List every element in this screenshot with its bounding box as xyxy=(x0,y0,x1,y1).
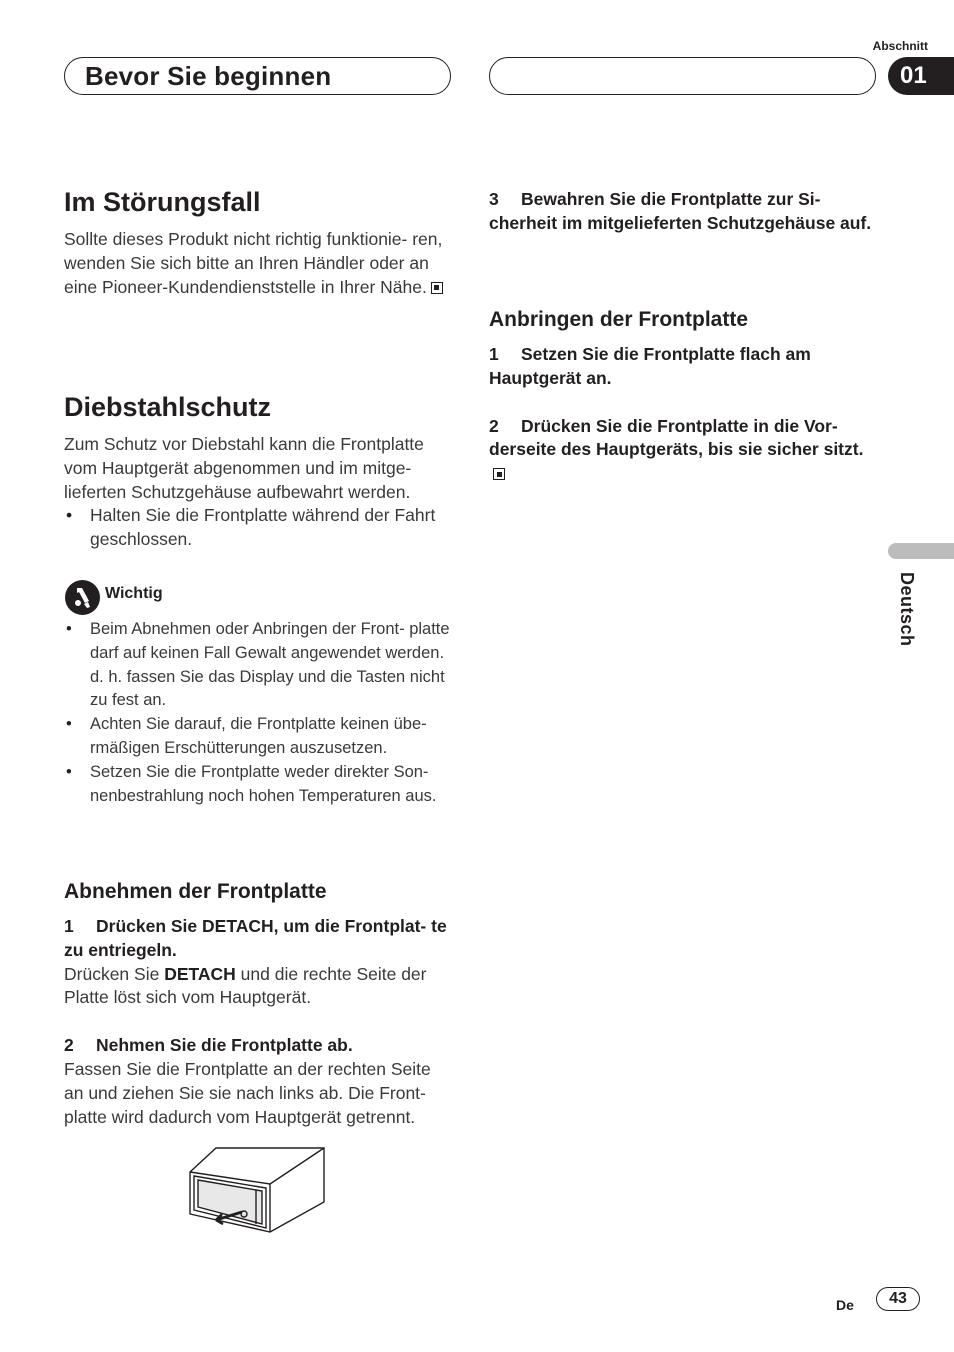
heading-anbringen: Anbringen der Frontplatte xyxy=(489,308,748,331)
important-label: Wichtig xyxy=(105,585,163,602)
language-label: Deutsch xyxy=(897,572,917,647)
abnehmen-step-2: 2 Nehmen Sie die Frontplatte ab. xyxy=(64,1035,353,1056)
detach-key: DETACH xyxy=(164,963,236,984)
list-item: • Beim Abnehmen oder Anbringen der Front- platte darf auf keinen Fall Gewalt angewendet werden. d. h. fassen Sie das Display und die Tasten nicht zu fest an. xyxy=(64,618,452,713)
section-aufbewahren xyxy=(489,188,874,236)
abnehmen-step-1-body: Drücken Sie DETACH und die rechte Seite der Platte löst sich vom Hauptgerät. xyxy=(64,963,427,1008)
section-number-tab: 01 xyxy=(888,57,954,95)
chapter-title: Bevor Sie beginnen xyxy=(85,61,332,91)
end-mark-icon xyxy=(493,468,505,480)
stoerungsfall-text: Sollte dieses Produkt nicht richtig funktionie- ren, wenden Sie sich bitte an Ihren Händler oder an eine Pioneer-Kundendienststelle in Ihrer Nähe. xyxy=(64,229,443,297)
heading-abnehmen: Abnehmen der Frontplatte xyxy=(64,880,327,903)
section-stoerungsfall xyxy=(64,186,452,299)
section-anbringen xyxy=(489,307,874,486)
abnehmen-step-1: 1 Drücken Sie DETACH, um die Frontplat- te zu entriegeln. xyxy=(64,916,447,960)
important-icon xyxy=(65,580,100,615)
important-notes xyxy=(64,618,452,808)
page-number: 43 xyxy=(876,1287,920,1311)
frontplate-illustration xyxy=(186,1144,330,1236)
heading-stoerungsfall: Im Störungsfall xyxy=(64,187,261,217)
diebstahlschutz-text: Zum Schutz vor Diebstahl kann die Frontplatte vom Hauptgerät abgenommen und im mitge- lieferten Schutzgehäuse aufbewahrt werden. xyxy=(64,434,424,502)
list-item: • Achten Sie darauf, die Frontplatte keinen übe- rmäßigen Erschütterungen auszusetzen. xyxy=(64,713,452,761)
section-diebstahlschutz xyxy=(64,391,452,552)
end-mark-icon xyxy=(431,282,443,294)
anbringen-step-1: 1 Setzen Sie die Frontplatte flach am Hauptgerät an. xyxy=(489,344,811,388)
list-item: • Halten Sie die Frontplatte während der Fahrt geschlossen. xyxy=(64,504,452,552)
abnehmen-step-2-body: Fassen Sie die Frontplatte an der rechten Seite an und ziehen Sie sie nach links ab. Die Front- platte wird dadurch vom Hauptgerät getrennt. xyxy=(64,1058,431,1127)
chapter-header-box xyxy=(64,57,451,95)
footer-language-code: De xyxy=(836,1297,854,1313)
important-list xyxy=(64,618,452,808)
diebstahlschutz-list xyxy=(64,504,452,552)
section-label: Abschnitt xyxy=(872,39,928,53)
section-abnehmen xyxy=(64,879,452,1129)
heading-diebstahlschutz: Diebstahlschutz xyxy=(64,392,272,422)
header-empty-box xyxy=(489,57,876,95)
list-item: • Setzen Sie die Frontplatte weder direkter Son- nenbestrahlung noch hohen Temperaturen aus. xyxy=(64,761,452,809)
language-tab xyxy=(888,543,954,559)
anbringen-step-2: 2 Drücken Sie die Frontplatte in die Vor- derseite des Hauptgeräts, bis sie sicher sitzt. xyxy=(489,415,874,486)
aufbewahren-step-3: 3 Bewahren Sie die Frontplatte zur Si- cherheit im mitgelieferten Schutzgehäuse auf. xyxy=(489,189,872,233)
